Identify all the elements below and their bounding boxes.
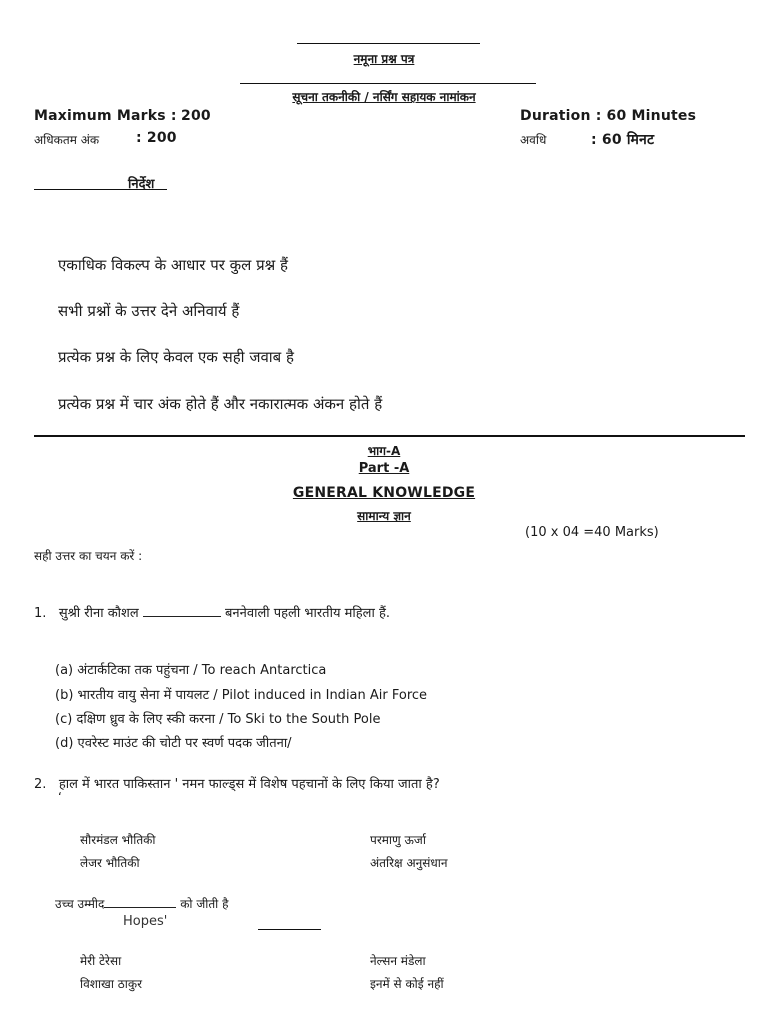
option-left-1: सौरमंडल भौतिकी: [80, 833, 156, 847]
option-right-1: परमाणु ऊर्जा: [370, 833, 426, 847]
part-hi: भाग-A: [367, 444, 401, 458]
option-right-1: नेल्सन मंडेला: [370, 954, 426, 968]
question-3-extra-blank: [258, 929, 321, 930]
exam-title: नमूना प्रश्न पत्र: [353, 52, 415, 66]
question-2: [34, 774, 440, 792]
question-text-before: उच्च उम्मीद: [55, 897, 105, 911]
answer-blank: [143, 604, 221, 617]
option-label: (a): [55, 663, 74, 678]
question-2-note: ‘: [58, 790, 62, 804]
instruction-item: सभी प्रश्नों के उत्तर देने अनिवार्य हैं: [58, 302, 240, 320]
choose-instruction: सही उत्तर का चयन करें :: [34, 549, 143, 563]
option-a: [55, 660, 326, 678]
question-number: 1.: [34, 606, 47, 621]
option-left-2: विशाखा ठाकुर: [80, 977, 142, 991]
option-c: [55, 709, 380, 727]
option-left-1: मेरी टेरेसा: [80, 954, 122, 968]
instructions-heading: निर्देश: [128, 177, 155, 192]
instruction-item: एकाधिक विकल्प के आधार पर कुल प्रश्न हैं: [58, 256, 288, 274]
option-right-2: अंतरिक्ष अनुसंधान: [370, 856, 448, 870]
option-text: भारतीय वायु सेना में पायलट / Pilot induced in Indian Air Force: [77, 688, 428, 703]
section-title-hi: सामान्य ज्ञान: [357, 509, 411, 523]
option-text: अंटार्कटिका तक पहुंचना / To reach Antarctica: [77, 663, 327, 678]
option-text: एवरेस्ट माउंट की चोटी पर स्वर्ण पदक जीतना/: [77, 736, 292, 751]
option-d: [55, 733, 292, 751]
max-marks-en-value: 200: [181, 108, 211, 124]
option-label: (c): [55, 712, 73, 727]
answer-blank: [104, 895, 176, 908]
question-number: 2.: [34, 777, 47, 792]
option-text: दक्षिण ध्रुव के लिए स्की करना / To Ski to the South Pole: [76, 712, 381, 727]
max-marks-hi-value: : 200: [136, 130, 177, 146]
part-en: Part -A: [358, 461, 410, 476]
question-text-before: सुश्री रीना कौशल: [58, 606, 139, 621]
exam-subtitle: सूचना तकनीकी / नर्सिंग सहायक नामांकन: [292, 90, 476, 104]
duration-hi-label: अवधि: [520, 133, 547, 147]
question-3-note: Hopes': [123, 914, 168, 929]
subtitle-top-rule: [240, 83, 536, 84]
max-marks-en-label: Maximum Marks :: [34, 108, 177, 124]
option-label: (b): [55, 688, 74, 703]
option-label: (d): [55, 736, 74, 751]
duration-hi-value: : 60 मिनट: [591, 132, 655, 148]
question-1: [34, 603, 390, 621]
question-text: हाल में भारत पाकिस्तान ' नमन फाल्ड्स में विशेष पहचानों के लिए किया जाता है?: [58, 777, 440, 792]
title-top-rule: [297, 43, 480, 44]
max-marks-hi-label: अधिकतम अंक: [34, 133, 100, 147]
question-text-after: को जीती है: [180, 897, 229, 911]
duration-en: Duration : 60 Minutes: [520, 108, 697, 124]
section-divider: [34, 435, 745, 437]
section-title-en: GENERAL KNOWLEDGE: [292, 485, 476, 501]
instruction-item: प्रत्येक प्रश्न में चार अंक होते हैं और नकारात्मक अंकन होते हैं: [58, 395, 383, 413]
instruction-item: प्रत्येक प्रश्न के लिए केवल एक सही जवाब है: [58, 348, 294, 366]
option-right-2: इनमें से कोई नहीं: [370, 977, 444, 991]
option-left-2: लेजर भौतिकी: [80, 856, 140, 870]
question-text-after: बननेवाली पहली भारतीय महिला हैं.: [225, 606, 391, 621]
section-marks: (10 x 04 =40 Marks): [525, 525, 659, 540]
option-b: [55, 685, 427, 703]
question-3: [55, 895, 228, 912]
